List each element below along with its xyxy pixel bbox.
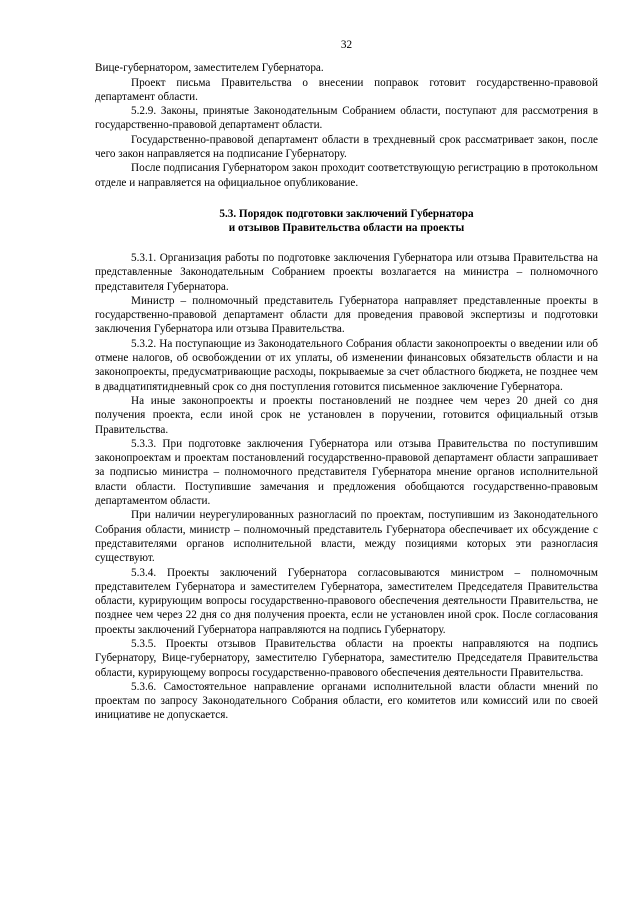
- paragraph-law-publication: После подписания Губернатором закон проходит соответствующую регистрацию в протокольном отделе и направляется на официальное опубликование.: [95, 162, 598, 189]
- paragraph-other-drafts: На иные законопроекты и проекты постановлений не позднее чем через 20 дней со дня получения проекта, если иной срок не установлен в поручении, готовится официальный отзыв Правительства.: [95, 394, 598, 436]
- paragraph-law-review: Государственно-правовой департамент области в трехдневный срок рассматривает закон, после чего закон направляется на подписание Губернатору.: [95, 133, 598, 161]
- paragraph-5-3-3: 5.3.3. При подготовке заключения Губернатора или отзыва Правительства по поступившим законопроектам и проектам постановлений государственно-правовой департамент области запрашивает за подписью министра – полномочного представителя Губернатора мнение органов исполнительной власти области. Поступившие замечания и предложения обобщаются государственно-правовым департаментом области.: [95, 437, 598, 508]
- paragraph-5-2-9: 5.2.9. Законы, принятые Законодательным Собранием области, поступают для рассмотрения в государственно-правовой департамент области.: [95, 105, 598, 132]
- section-heading: [95, 207, 598, 236]
- paragraph-disagreements: При наличии неурегулированных разногласий по проектам, поступившим из Законодательного Собрания области, министр – полномочный представитель Губернатора обеспечивает их обсуждение с представителями органов исполнительной власти, между позициями которых эти разногласия существуют.: [95, 509, 598, 565]
- section-heading-line-1: 5.3. Порядок подготовки заключений Губернатора: [219, 207, 474, 220]
- paragraph-minister-representative: Министр – полномочный представитель Губернатора направляет представленные проекты в государственно-правовой департамент области для проведения правовой экспертизы и подготовки заключения Губернатора или отзыва Правительства.: [95, 294, 598, 336]
- section-heading-line-2: и отзывов Правительства области на проекты: [228, 222, 465, 235]
- paragraph-5-3-5: 5.3.5. Проекты отзывов Правительства области на проекты направляются на подпись Губернатору, Вице-губернатору, заместителю Губернатора, заместителю Председателя Правительства области, курирующему вопросы государственно-правового обеспечения деятельности Правительства.: [95, 637, 598, 679]
- paragraph-continuation: Вице-губернатором, заместителем Губернатора.: [95, 62, 324, 75]
- paragraph-5-3-1: 5.3.1. Организация работы по подготовке заключения Губернатора или отзыва Правительства на представленные Законодательным Собранием проекты возлагается на министра – полномочного представителя Губернатора.: [95, 251, 598, 293]
- document-page: [95, 38, 598, 723]
- paragraph-amendments-letter: Проект письма Правительства о внесении поправок готовит государственно-правовой департамент области.: [95, 76, 598, 103]
- paragraph-5-3-6: 5.3.6. Самостоятельное направление органами исполнительной власти области мнений по проектам по запросу Законодательного Собрания области, его комитетов или комиссий или по своей инициативе не допускается.: [95, 680, 598, 722]
- paragraph-5-3-4: 5.3.4. Проекты заключений Губернатора согласовываются министром – полномочным представителем Губернатора и заместителем Губернатора, заместителем Председателя Правительства области, курирующим вопросы государственно-правового обеспечения деятельности Правительства, не позднее чем через 22 дня со дня получения проекта, если не установлен иной срок. После согласования проекты заключений Губернатора направляются на подпись Губернатору.: [95, 566, 598, 636]
- paragraph-5-3-2: 5.3.2. На поступающие из Законодательного Собрания области законопроекты о введении или об отмене налогов, об освобождении от их уплаты, об изменении финансовых обязательств области и на законопроекты, предусматривающие расходы, покрываемые за счет областного бюджета, не позднее чем в двадцатипятидневный срок со дня поступления готовится письменное заключение Губернатора.: [95, 337, 598, 393]
- page-number: 32: [340, 39, 353, 51]
